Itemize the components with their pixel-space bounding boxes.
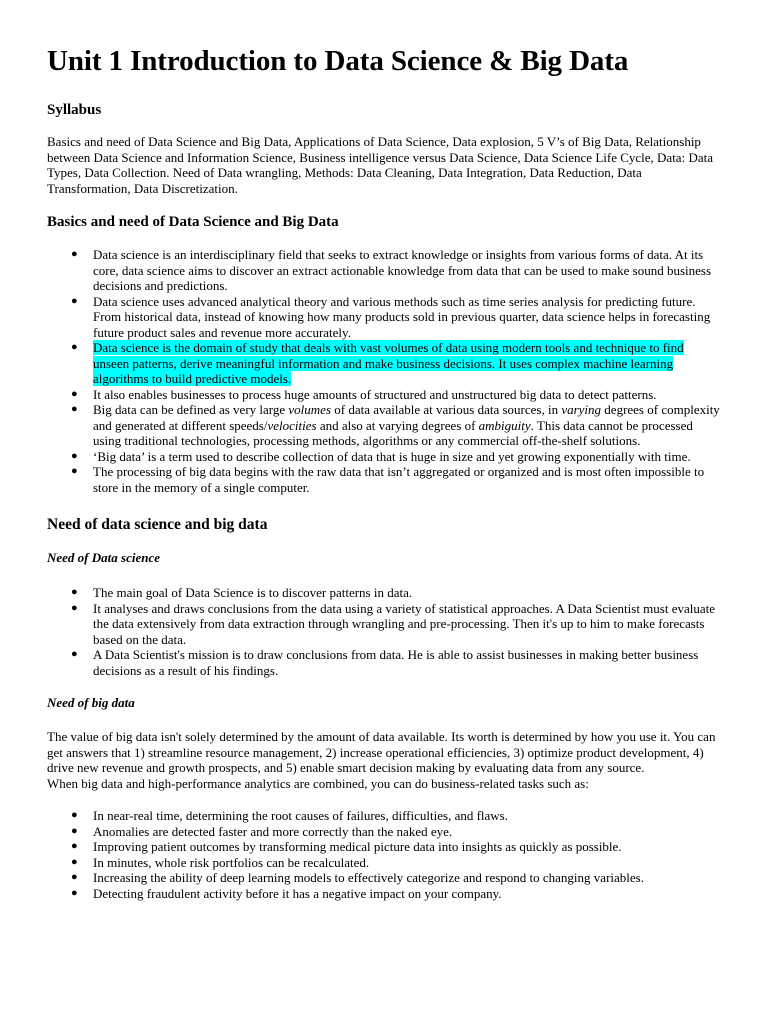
list-item: ● Big data can be defined as very large volumes of data available at various data sources, in varying degrees of complexity and generated at different speeds/velocities and also at varying degrees of ambiguity. This data cannot be processed using traditional technologies, processing methods, algorithms or any commercial off-the-shelf solutions. [71, 402, 720, 448]
bullet-icon: ● [71, 809, 78, 821]
bullet-icon: ● [71, 886, 78, 899]
need-big-data-intro: When big data and high-performance analytics are combined, you can do business-related tasks such as: [47, 775, 589, 791]
list-item: ● The main goal of Data Science is to discover patterns in data. [71, 585, 413, 600]
need-heading: Need of data science and big data [47, 516, 268, 533]
bullet-icon: ● [71, 824, 78, 837]
list-item: ● The processing of big data begins with the raw data that isn’t aggregated or organized and is most often impossible to store in the memory of a single computer. [71, 464, 705, 495]
need-big-data-paragraph: The value of big data isn't solely determined by the amount of data available. Its worth is determined by how you use it. You can get answers that 1) streamline resource management, 2) increase operational efficiencies, 3) optimize product development, 4) drive new revenue and growth prospects, and 5) enable smart decision making by evaluating data from any source. [47, 729, 716, 775]
page-title: Unit 1 Introduction to Data Science & Big Data [47, 45, 629, 77]
list-item: ● Increasing the ability of deep learning models to effectively categorize and respond to changing variables. [71, 870, 644, 885]
list-item: ● Improving patient outcomes by transforming medical picture data into insights as quickly as possible. [71, 839, 622, 854]
list-item: ● Detecting fraudulent activity before it has a negative impact on your company. [71, 885, 502, 901]
basics-heading: Basics and need of Data Science and Big Data [47, 214, 339, 230]
list-item: ● In minutes, whole risk portfolios can be recalculated. [71, 854, 370, 870]
bullet-icon: ● [71, 586, 78, 598]
bullet-icon: ● [71, 248, 78, 260]
syllabus-heading: Syllabus [47, 102, 102, 118]
bullet-icon: ● [71, 601, 78, 614]
need-big-data-heading: Need of big data [47, 695, 135, 710]
need-big-data-list [47, 808, 722, 901]
need-data-science-heading: Need of Data science [47, 550, 160, 565]
bullet-icon: ● [71, 840, 78, 852]
list-item: ● In near-real time, determining the root causes of failures, difficulties, and flaws. [71, 808, 508, 823]
bullet-icon: ● [71, 871, 78, 883]
list-item: ● ‘Big data’ is a term used to describe collection of data that is huge in size and yet growing exponentially with time. [71, 448, 691, 464]
need-data-science-list [47, 585, 722, 678]
bullet-icon: ● [71, 648, 78, 660]
basics-list [47, 247, 722, 495]
bullet-icon: ● [71, 387, 78, 400]
bullet-icon: ● [71, 855, 78, 868]
bullet-icon: ● [71, 341, 78, 353]
list-item: ● It also enables businesses to process huge amounts of structured and unstructured big data to detect patterns. [71, 386, 657, 402]
bullet-icon: ● [71, 465, 78, 477]
list-item: ● It analyses and draws conclusions from the data using a variety of statistical approaches. A Data Scientist must evaluate the data extensively from data extraction through wrangling and pre-processing. Then it's up to him to make forecasts based on the data. [71, 600, 716, 647]
list-item: ● A Data Scientist's mission is to draw conclusions from data. He is able to assist businesses in making better business decisions as a result of his findings. [71, 647, 699, 678]
highlighted-text[interactable]: Data science is the domain of study that deals with vast volumes of data using modern tools and technique to find unseen patterns, derive meaningful information and make business decisions. It uses complex machine learning algorithms to build predictive models. [93, 340, 684, 386]
list-item: ● Anomalies are detected faster and more correctly than the naked eye. [71, 823, 453, 839]
bullet-icon: ● [71, 449, 78, 462]
syllabus-text: Basics and need of Data Science and Big Data, Applications of Data Science, Data explosion, 5 V’s of Big Data, Relationship between Data Science and Information Science, Business intelligence versus Data Science, Data Science Life Cycle, Data: Data Types, Data Collection. Need of Data wrangling, Methods: Data Cleaning, Data Integration, Data Reduction, Data Transformation, Data Discretization. [47, 134, 713, 196]
list-item: ● Data science is an interdisciplinary field that seeks to extract knowledge or insights from various forms of data. At its core, data science aims to discover an extract actionable knowledge from data that can be used to make sound business decisions and predictions. [71, 247, 712, 293]
list-item-highlighted [71, 340, 722, 387]
list-item: ● Data science uses advanced analytical theory and various methods such as time series analysis for predicting future. From historical data, instead of knowing how many products sold in previous quarter, data science helps in forecasting future product sales and revenue more accurately. [71, 293, 711, 340]
bullet-icon: ● [71, 294, 78, 307]
bullet-icon: ● [71, 403, 78, 415]
